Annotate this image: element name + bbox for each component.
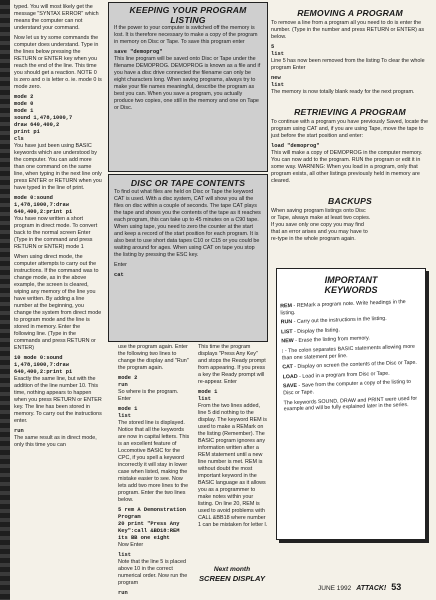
backups-title: BACKUPS: [328, 196, 372, 206]
code-line: load "demoprog": [271, 143, 320, 149]
removing-title: REMOVING A PROGRAM: [297, 8, 403, 18]
code-line: mode 0: [14, 101, 34, 107]
column-1: [14, 4, 102, 452]
code-line: list: [118, 552, 131, 558]
keywords-body: [275, 296, 427, 418]
disc-tape-box: [108, 174, 268, 342]
keeping-body: [109, 25, 267, 112]
paragraph: The stored line is displayed. Notice that all the keywords are now in capital letters. This is an excellent feature of Locomotive BASIC for the CPC, if you spell a keyword incorrectly it will stay in lower case when listed, making the mistake easier to see. Now lets add two more lines to the program. Enter the two lines below.: [118, 420, 190, 503]
paragraph: Now let us try some commands the computer does understand. Type in the lines below pressing the RETURN or ENTER key when you reach the end of the line. This time you should get a reaction. NOTE 0 is zero and o is letter o. ie. mode 0 is mode zero.: [14, 35, 102, 90]
code-line: print pi: [14, 129, 40, 135]
code-line: list: [198, 396, 211, 402]
column-2-lower: [118, 344, 192, 597]
paragraph: When using direct mode, the computer attempts to carry out the instructions. If the command was to change mode, as in the above example, the screen is cleared, wiping any memory of the line you have written. By adding a line number at the beginning, you change the system from direct mode to program mode and the line is stored in memory. Enter the following line. (Type in the commands and press RETURN or ENTER): [14, 254, 102, 351]
code-line: 5: [271, 44, 275, 50]
next-month-topic: SCREEN DISPLAY: [198, 574, 266, 583]
keyword-name: LIST: [280, 328, 295, 336]
disc-title: DISC OR TAPE CONTENTS: [130, 178, 246, 188]
paragraph: To find out what files are held on Disc or Tape the keyword CAT is used. With a disc system, CAT will show you all the files on disc within a couple of seconds. The tape CAT plays the tape and shows you the contents of the tape as it reaches each program, this can take up to 45 minutes on a C90 tape. When using tape, you need to zero the counter at the start and keep a record of the start position for each program. It is also best to use short data tapes C10 or C15 or you could be waiting around for ages. When using CAT on tape you stop the listing by pressing the ESC key.: [114, 189, 261, 258]
keyword-entry: [283, 379, 421, 397]
code-line: cls: [14, 136, 24, 142]
code-line: list: [118, 413, 131, 419]
next-month-banner: [196, 566, 268, 583]
removing-body: [271, 20, 429, 96]
keyword-name: SAVE: [282, 383, 299, 390]
keyword-description: - Load in a program from Disc or Tape.: [299, 370, 390, 380]
keyword-entry: [280, 299, 418, 317]
keyword-name: LOAD: [282, 373, 300, 381]
code-line: mode 2: [14, 94, 34, 100]
keyword-name: NEW: [281, 338, 296, 345]
binding-spine: [0, 0, 10, 600]
paragraph: This will make a copy of DEMOPROG in the computer memory. You can now add to the program. RUN the program or edit it in some way. WARNING: When you load in a program, only that program exists, all other listings previously held in memory are cleared.: [271, 150, 423, 184]
code-line: list: [271, 51, 284, 57]
keyword-description: - Carry out the instructions in the listing.: [293, 315, 387, 326]
keyword-description: - Erase the listing from memory.: [295, 335, 370, 345]
next-month-label: Next month: [213, 566, 251, 573]
paragraph: The same result as in direct mode, only this time you can: [14, 435, 97, 448]
code-line: cat: [114, 272, 124, 278]
paragraph: From the two lines added, line 5 did nothing to the display. The keyword REM is used to make a REMark on the listing (Remember). The BASIC program ignores any information written after a REM statement until a new line number is met. REM is without doubt the most important keyword in the BASIC language as it allows you as a programmer to make notes within your listing. On line 20, REM is used to avoid problems with CALL &BB18 where number 1 can be mistaken for letter l.: [198, 403, 268, 528]
keyword-description: - REMark a program note. Write headings in the listing.: [280, 299, 406, 317]
code-line: run: [118, 382, 128, 388]
code-line: run: [14, 428, 24, 434]
keyword-description: - Display the listing.: [293, 327, 341, 335]
code-line: mode 0:sound 1,478,1000,7:draw 640,400,2:print pi: [14, 195, 73, 215]
code-line: mode 1: [14, 108, 34, 114]
paragraph: You have just been using BASIC keywords which are understood by the computer. You can add more than one command on the same line, when typing in the next line only press ENTER or RETURN when you have typed in the line of print.: [14, 143, 102, 191]
paragraph: Enter: [114, 262, 127, 268]
backups-body: [271, 208, 371, 243]
keywords-title: IMPORTANT KEYWORDS: [324, 275, 378, 295]
keyword-description: - Display on screen the contents of the Disc or Tape.: [294, 359, 417, 371]
keyword-description: - The colon separates BASIC statements allowing more than one statement per line.: [281, 343, 416, 361]
paragraph: typed. You will most likely get the message "SYNTAX ERROR" which means the computer can not understand your command.: [14, 4, 99, 31]
keyword-description: The keywords SOUND, DRAW and PRINT were used for example and will be fully explained later in the series.: [283, 395, 418, 413]
retrieving-body: [271, 119, 429, 185]
keyword-name: RUN: [280, 319, 294, 326]
keeping-title: KEEPING YOUR PROGRAM LISTING: [129, 5, 247, 25]
keyword-name: REM: [280, 302, 294, 310]
retrieving-title: RETRIEVING A PROGRAM: [294, 107, 406, 117]
disc-body: [109, 189, 267, 279]
code-line: 10 mode 0:sound 1,478,1000,7:draw 640,400,2:print pi: [14, 355, 73, 375]
paragraph: When saving program listings onto Disc or Tape, always make at least two copies. If you save only one copy you may find that an error arises and you may have to re-type in the whole program again.: [271, 208, 371, 242]
paragraph: Line 5 has now been removed from the listing To clear the whole program Enter: [271, 58, 425, 71]
paragraph: If the power to your computer is switched off the memory is lost. It is therefore necessary to make a copy of the program in memory on Disc or Tape. To save this program enter: [114, 25, 258, 45]
footer-page-number: 53: [391, 582, 402, 592]
paragraph: The memory is now totally blank ready for the next program.: [271, 89, 415, 95]
column-3-lower: [198, 344, 268, 532]
code-line: new: [271, 75, 281, 81]
keeping-program-box: [108, 2, 268, 172]
paragraph: use the program again. Enter the following two lines to change the display and "Run" the program again.: [118, 344, 189, 371]
footer-magazine: ATTACK!: [356, 585, 387, 592]
paragraph: This line program will be saved onto Disc or Tape under the filename DEMOPROG. DEMOPROG is known as a file and if you have a disc drive connected the filename can only be eight characters long. When saving programs, always try to make your file names meaningful, describe the program as best you can. When you save a program, you actually produce two copies, one still in the memory and one on Tape or Disc.: [114, 56, 261, 111]
code-line: mode 1: [118, 406, 138, 412]
code-line: save "demoprog": [114, 49, 163, 55]
code-line: mode 1: [198, 389, 218, 395]
code-line: 20 print "Press Any Key":call &BD18:REM its BB one eight: [118, 521, 180, 541]
code-line: draw 640,400,2: [14, 122, 60, 128]
important-keywords-box: [276, 268, 426, 540]
keyword-name: CAT: [282, 364, 295, 371]
paragraph: You have now written a short program in direct mode. To convert back to the normal screen Enter (Type in the command and press RETURN or ENTER) mode 1: [14, 216, 98, 250]
keyword-name: :: [281, 348, 286, 355]
paragraph: So where is the program. Enter: [118, 389, 179, 402]
paragraph: To remove a line from a program all you need to do is enter the number. (Type in the number and press RETURN or ENTER) as below.: [271, 20, 425, 40]
keyword-entry: [282, 344, 420, 362]
footer-issue: JUNE 1992: [318, 585, 352, 592]
paragraph: This time the program displays "Press Any Key" and stops the Ready prompt from appearing. If you press a key the Ready prompt will re-appear. Enter: [198, 344, 266, 385]
code-line: sound 1,478,1000,7: [14, 115, 73, 121]
code-line: 5 rem A Demonstration Program: [118, 507, 186, 520]
paragraph: Now Enter: [118, 542, 144, 548]
keyword-description: - Save from the computer a copy of the listing to Disc or Tape.: [283, 379, 411, 397]
paragraph: Note that the line 5 is placed above 10 in the correct numerical order. Now run the program: [118, 559, 188, 586]
paragraph: To continue with a program you have previously Saved, locate the program using CAT and, if you are using Tape, move the tape to just before the start position and enter:: [271, 119, 429, 139]
column-3: [271, 2, 429, 246]
code-line: mode 2: [118, 375, 138, 381]
page-footer: [318, 582, 428, 592]
keyword-entry: [283, 395, 421, 413]
paragraph: Exactly the same line, but with the addition of the line number 10. This time, nothing appears to happen when you press RETURN or ENTER key. The line has been stored in memory. To carry out the instructions enter.: [14, 376, 102, 424]
code-line: run: [118, 590, 128, 596]
code-line: list: [271, 82, 284, 88]
